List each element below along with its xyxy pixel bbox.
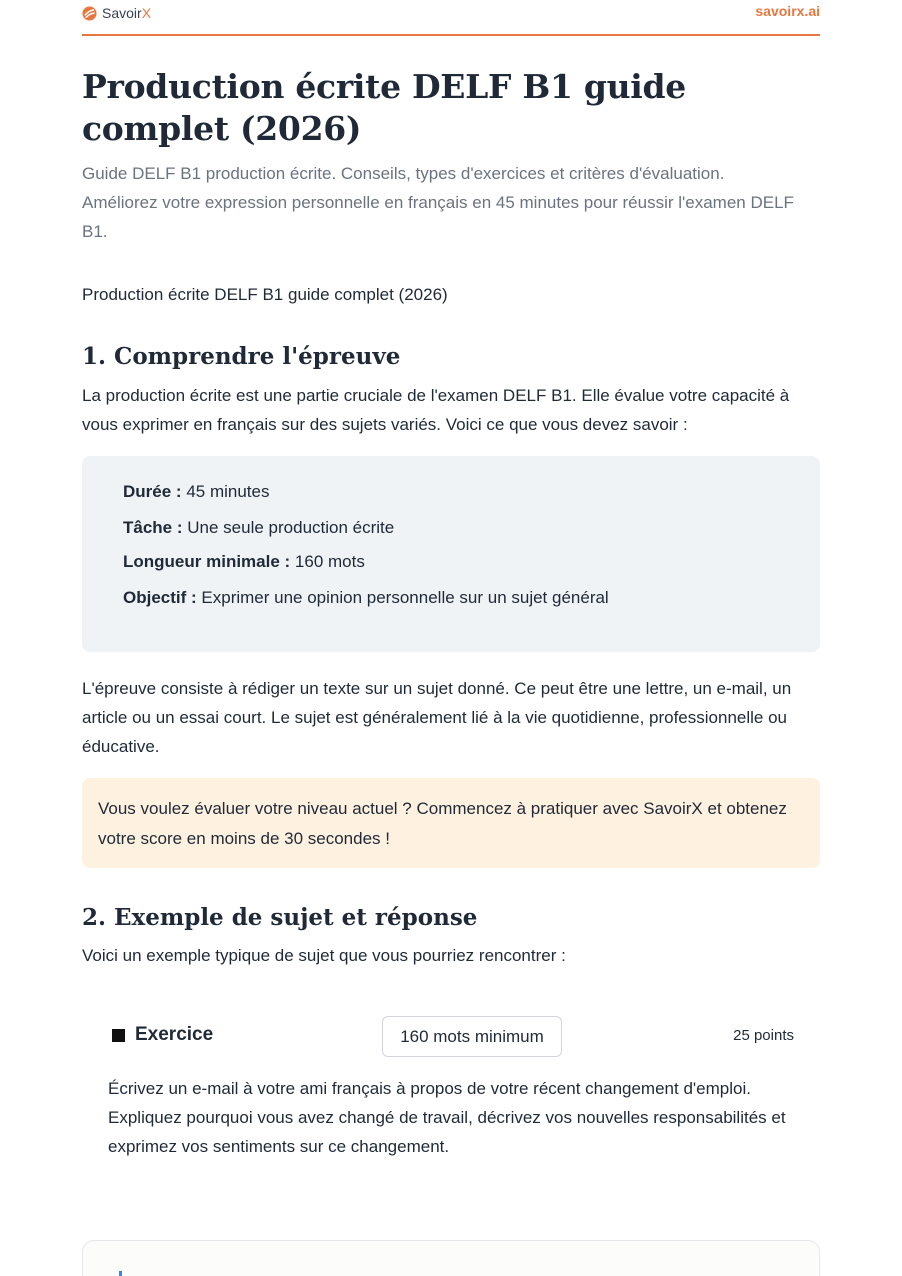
exam-info-box (82, 456, 820, 652)
info-item-task (123, 516, 394, 540)
logo[interactable] (82, 5, 151, 21)
word-count-badge: 160 mots minimum (382, 1016, 562, 1057)
info-label: Objectif : (123, 588, 197, 607)
cta-box (82, 778, 820, 868)
savoirx-flame-icon (82, 6, 97, 21)
section-heading-1: 1. Comprendre l'épreuve (82, 343, 401, 370)
response-accent-bar (119, 1271, 122, 1276)
exercise-label: Exercice (135, 1024, 214, 1045)
info-value: Une seule production écrite (187, 518, 395, 537)
site-link[interactable]: savoirx.ai (755, 3, 820, 19)
info-label: Durée : (123, 482, 182, 501)
logo-text-accent: X (141, 5, 152, 21)
info-value: 160 mots (294, 552, 365, 571)
info-value: Exprimer une opinion personnelle sur un sujet général (201, 588, 609, 607)
info-value: 45 minutes (186, 482, 270, 501)
section-heading-2: 2. Exemple de sujet et réponse (82, 904, 478, 931)
exercise-prompt: Écrivez un e-mail à votre ami français à propos de votre récent changement d'emploi. Expliquez pourquoi vous avez changé de travail, décrivez vos nouvelles responsabilités et exprimez vos sentiments sur ce changement. (108, 1079, 786, 1156)
info-item-duration (123, 480, 269, 504)
page-subtitle: Guide DELF B1 production écrite. Conseils, types d'exercices et critères d'évaluation. Améliorez votre expression personnelle en français en 45 minutes pour réussir l'examen DELF B1. (82, 164, 794, 241)
logo-text-main: Savoir (102, 5, 142, 21)
section-2-intro: Voici un exemple typique de sujet que vous pourriez rencontrer : (82, 946, 566, 965)
exercise-points: 25 points (733, 1027, 794, 1044)
section-1-description: L'épreuve consiste à rédiger un texte sur un sujet donné. Ce peut être une lettre, un e-mail, un article ou un essai court. Le sujet est généralement lié à la vie quotidienne, professionnelle ou éducative. (82, 679, 792, 756)
section-1-intro: La production écrite est une partie cruciale de l'examen DELF B1. Elle évalue votre capacité à vous exprimer en français sur des sujets variés. Voici ce que vous devez savoir : (82, 386, 790, 434)
cta-text: Vous voulez évaluer votre niveau actuel ? Commencez à pratiquer avec SavoirX et obtenez votre score en moins de 30 secondes ! (98, 799, 787, 848)
article-plain-title: Production écrite DELF B1 guide complet (2026) (82, 285, 448, 304)
info-label: Longueur minimale : (123, 552, 291, 571)
info-item-objective (123, 586, 609, 610)
info-item-length (123, 550, 365, 574)
exercise-header (112, 1024, 213, 1046)
info-label: Tâche : (123, 518, 183, 537)
square-bullet-icon (112, 1029, 125, 1042)
response-card (82, 1240, 820, 1276)
page-title: Production écrite DELF B1 guide complet (2026) (82, 67, 686, 148)
site-header (82, 0, 820, 36)
logo-text (102, 5, 151, 21)
